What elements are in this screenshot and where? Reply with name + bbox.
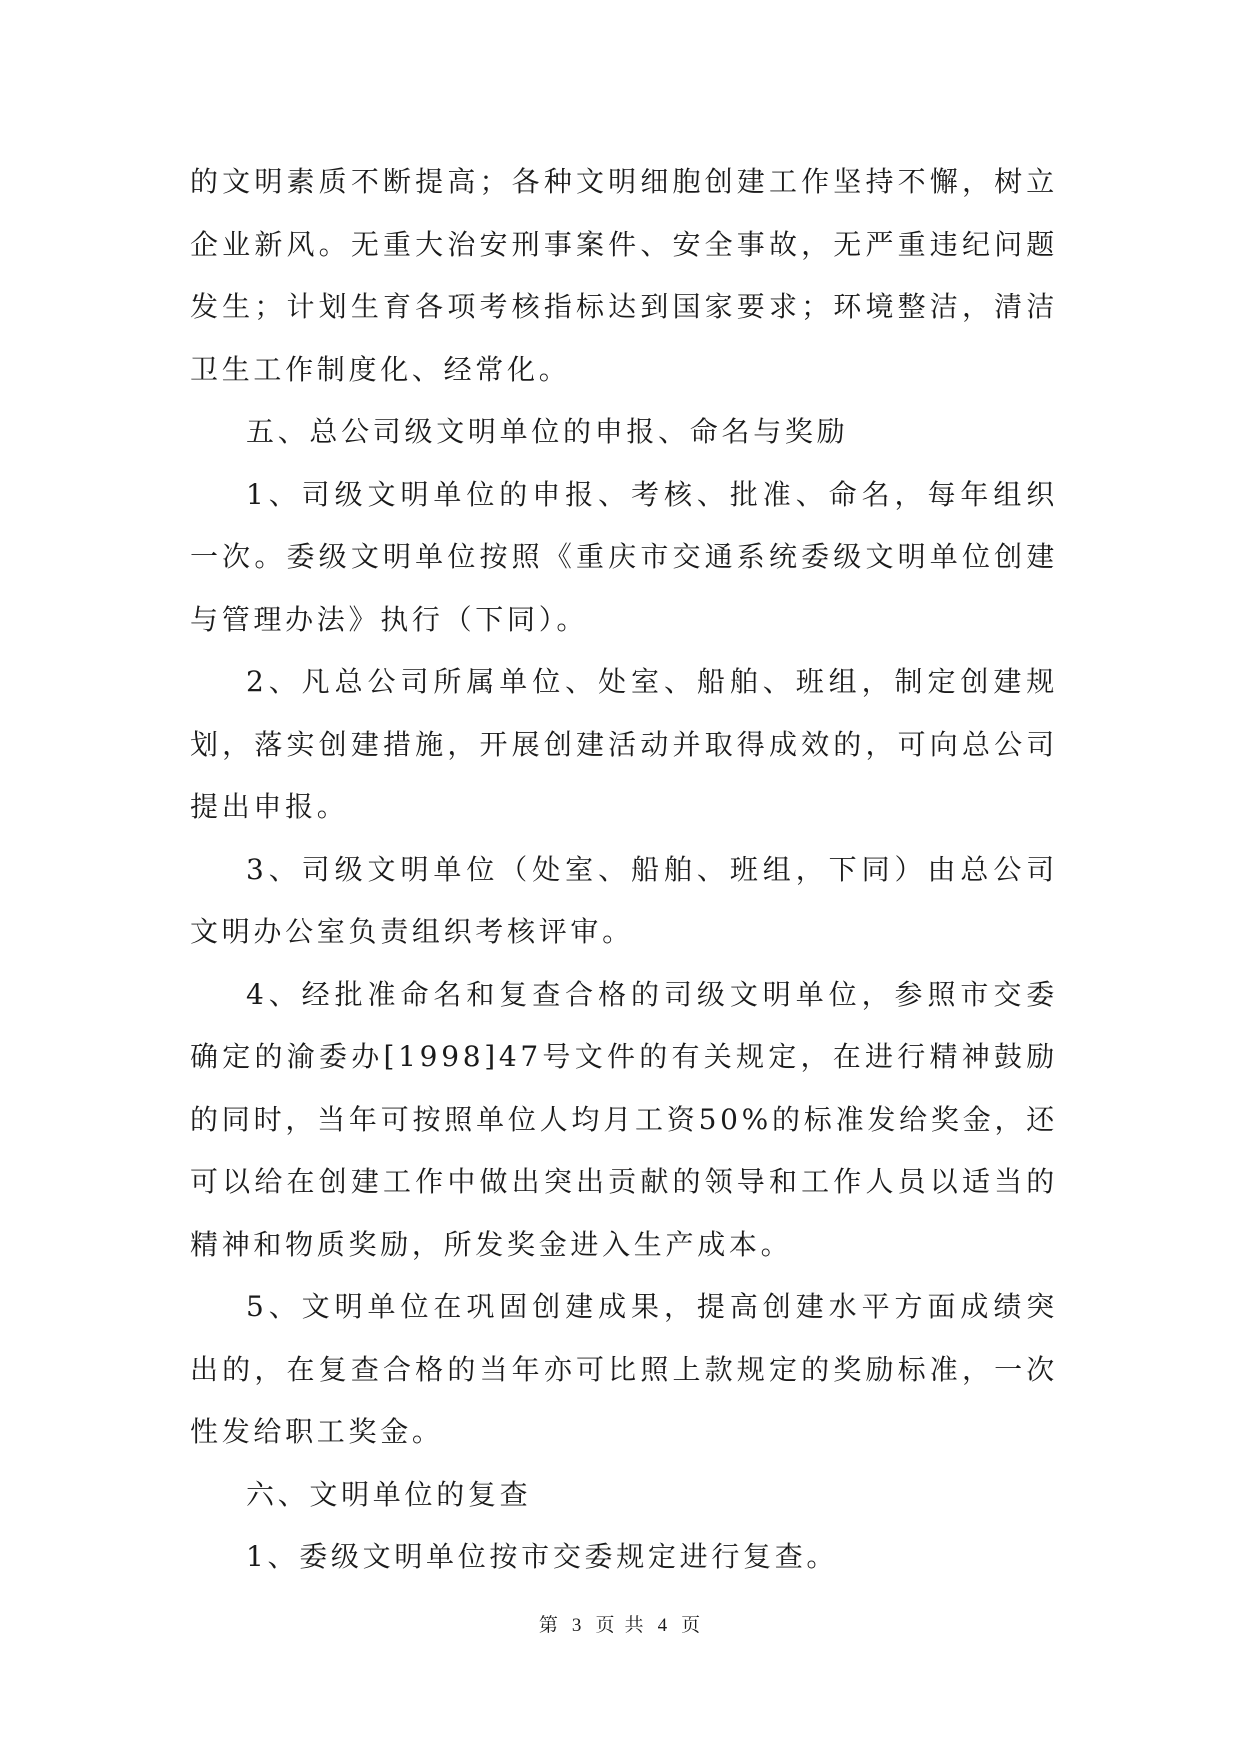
paragraph-standards-continued: 的文明素质不断提高；各种文明细胞创建工作坚持不懈，树立企业新风。无重大治安刑事案件、安全事故，无严重违纪问题发生；计划生育各项考核指标达到国家要求；环境整洁，清洁卫生工作制度化、经常化。 <box>190 165 1058 386</box>
document-body <box>190 151 1058 1589</box>
section-heading-6: 六、文明单位的复查 <box>246 1477 532 1511</box>
paragraph-5-1: 1、司级文明单位的申报、考核、批准、命名，每年组织一次。委级文明单位按照《重庆市交通系统委级文明单位创建与管理办法》执行（下同）。 <box>190 477 1058 636</box>
footer-middle: 页 共 <box>595 1614 646 1636</box>
paragraph-5-3: 3、司级文明单位（处室、船舶、班组，下同）由总公司文明办公室负责组织考核评审。 <box>190 852 1058 948</box>
page-footer <box>0 1610 1241 1637</box>
paragraph-5-4: 4、经批准命名和复查合格的司级文明单位，参照市交委确定的渝委办[1998]47号文件的有关规定，在进行精神鼓励的同时，当年可按照单位人均月工资50%的标准发给奖金，还可以给在创建工作中做出突出贡献的领导和工作人员以适当的精神和物质奖励，所发奖金进入生产成本。 <box>190 977 1058 1261</box>
paragraph-5-2: 2、凡总公司所属单位、处室、船舶、班组，制定创建规划，落实创建措施，开展创建活动并取得成效的，可向总公司提出申报。 <box>190 665 1058 823</box>
paragraph-6-1: 1、委级文明单位按市交委规定进行复查。 <box>246 1540 839 1573</box>
current-page-number: 3 <box>571 1615 584 1636</box>
footer-suffix: 页 <box>681 1614 703 1636</box>
footer-prefix: 第 <box>538 1614 560 1636</box>
paragraph-5-5: 5、文明单位在巩固创建成果，提高创建水平方面成绩突出的，在复查合格的当年亦可比照上款规定的奖励标准，一次性发给职工奖金。 <box>190 1290 1058 1448</box>
total-page-number: 4 <box>657 1615 670 1636</box>
section-heading-5: 五、总公司级文明单位的申报、命名与奖励 <box>246 415 849 448</box>
